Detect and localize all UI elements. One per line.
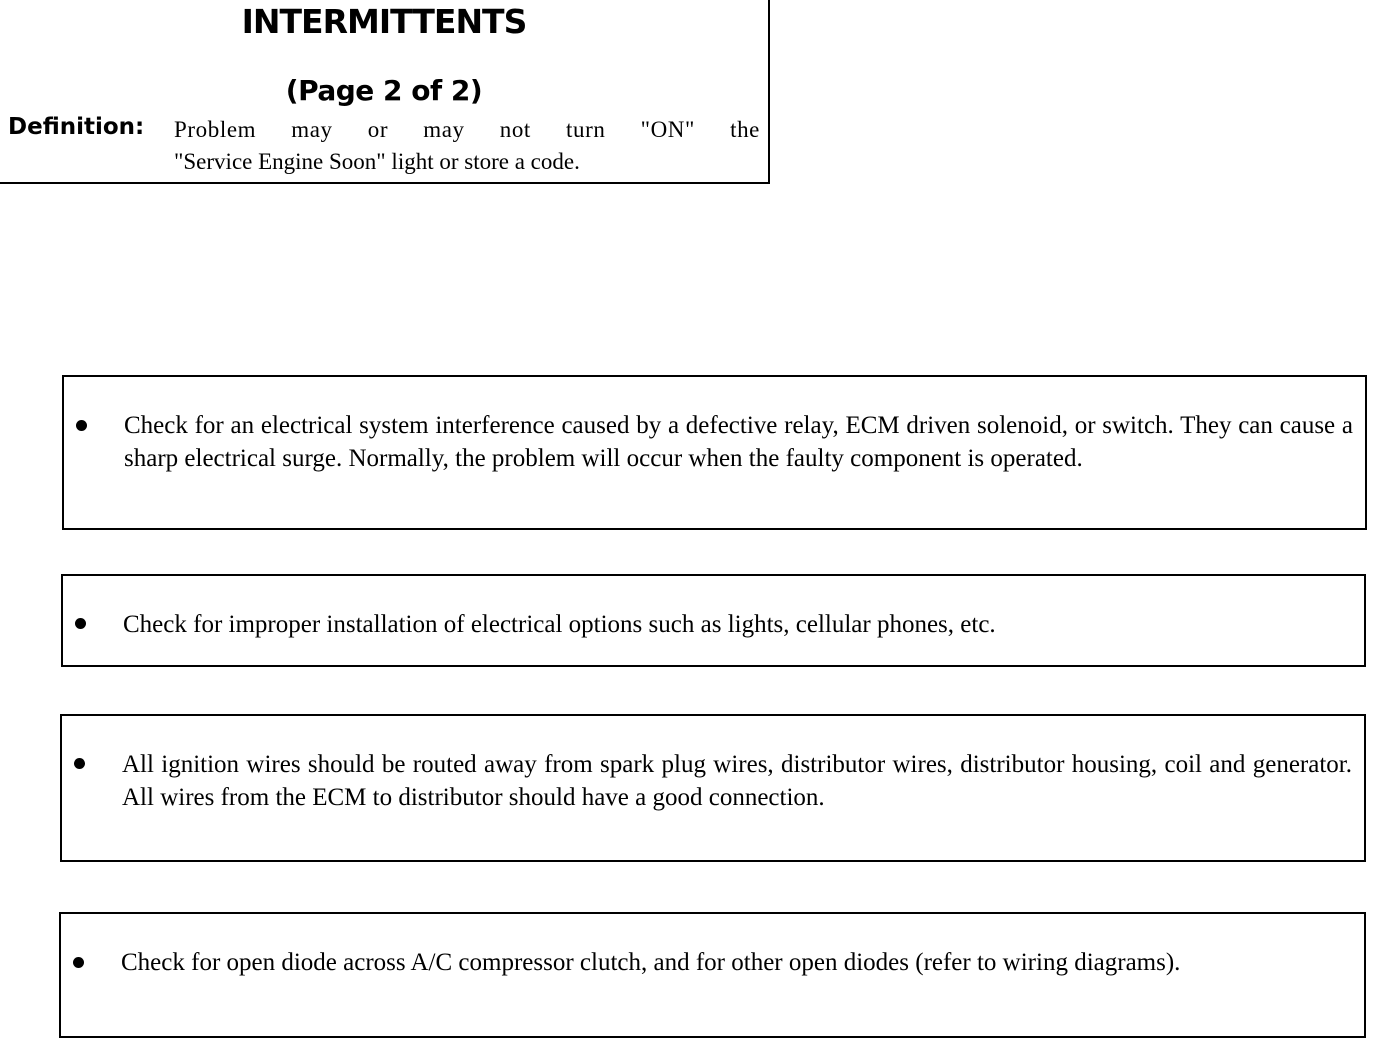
page-subtitle: (Page 2 of 2) [285, 74, 483, 107]
definition-line-2: "Service Engine Soon" light or store a code. [174, 149, 580, 174]
header-box [0, 0, 770, 184]
bullet-icon [73, 957, 84, 968]
check-box-1 [62, 375, 1367, 530]
definition-label: Definition: [8, 114, 145, 140]
definition-line-1: Problem may or may not turn "ON" the [174, 117, 760, 142]
definition-text [174, 114, 760, 178]
page-title: INTERMITTENTS [241, 2, 527, 41]
check-box-4 [59, 912, 1366, 1038]
bullet-icon [74, 758, 85, 769]
check-text-3: All ignition wires should be routed away from spark plug wires, distributor wires, distributor housing, coil and generator. All wires from the ECM to distributor should have a good connection. [122, 751, 1352, 811]
check-text-1: Check for an electrical system interference caused by a defective relay, ECM driven solenoid, or switch. They can cause a sharp electrical surge. Normally, the problem will occur when the faulty component is operated. [124, 412, 1353, 472]
bullet-icon [75, 618, 86, 629]
bullet-icon [76, 420, 87, 431]
check-box-2 [61, 574, 1366, 667]
check-text-2: Check for improper installation of electrical options such as lights, cellular phones, etc. [123, 611, 996, 638]
check-box-3 [60, 714, 1366, 862]
check-text-4: Check for open diode across A/C compressor clutch, and for other open diodes (refer to wiring diagrams). [121, 949, 1181, 976]
